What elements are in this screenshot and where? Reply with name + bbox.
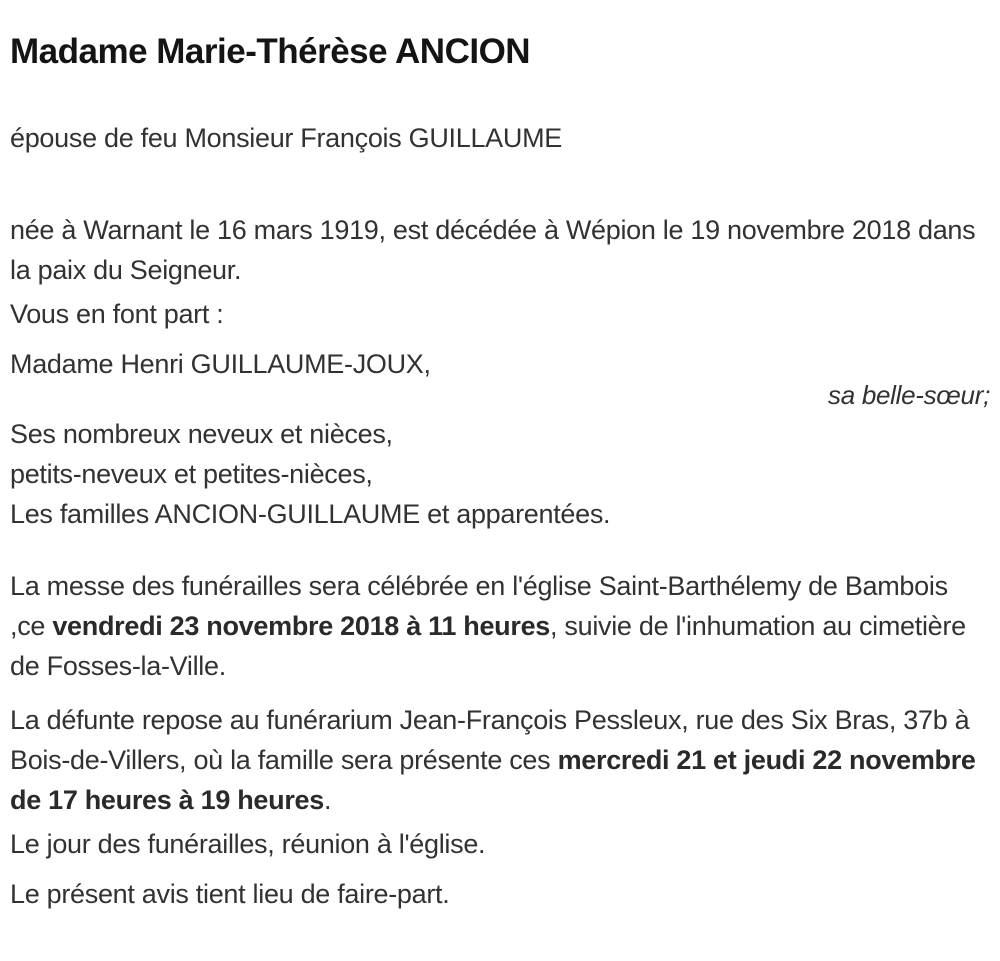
funeral-mass-paragraph bbox=[10, 566, 990, 686]
repose-text: La défunte repose au funérarium Jean-François Pessleux, rue des Six Bras, 37b à Bois-de-Villers, où la famille sera présente ces bbox=[10, 705, 970, 775]
deceased-name-title: Madame Marie-Thérèse ANCION bbox=[10, 32, 531, 71]
relatives-line: Ses nombreux neveux et nièces, bbox=[10, 419, 393, 449]
relative-name: Madame Henri GUILLAUME-JOUX, bbox=[10, 349, 431, 379]
relatives-line: Les familles ANCION-GUILLAUME et apparentées. bbox=[10, 499, 611, 529]
spouse-line: épouse de feu Monsieur François GUILLAUME bbox=[10, 123, 562, 153]
repose-text-after: . bbox=[323, 785, 332, 815]
gathering-line: Le jour des funérailles, réunion à l'église. bbox=[10, 829, 486, 859]
relatives-list bbox=[10, 414, 990, 534]
announcement-intro: Vous en font part : bbox=[10, 299, 224, 329]
final-line: Le présent avis tient lieu de faire-part. bbox=[10, 879, 450, 909]
death-notice-page bbox=[0, 32, 1000, 961]
repose-paragraph bbox=[10, 700, 990, 820]
funeral-mass-text: La messe des funérailles sera célébrée en l'église Saint-Barthélemy de Bambois ,ce bbox=[10, 571, 948, 641]
birth-death-line: née à Warnant le 16 mars 1919, est décédée à Wépion le 19 novembre 2018 dans la paix du Seigneur. bbox=[10, 215, 976, 285]
funeral-mass-date-bold: vendredi 23 novembre 2018 à 11 heures bbox=[52, 611, 551, 641]
funeral-mass-text-after: , suivie de l'inhumation au cimetière de Fosses-la-Ville. bbox=[10, 611, 966, 681]
relative-relation: sa belle-sœur; bbox=[828, 380, 990, 410]
relatives-line: petits-neveux et petites-nièces, bbox=[10, 459, 373, 489]
repose-dates-bold: mercredi 21 et jeudi 22 novembre de 17 heures à 19 heures bbox=[10, 745, 976, 815]
